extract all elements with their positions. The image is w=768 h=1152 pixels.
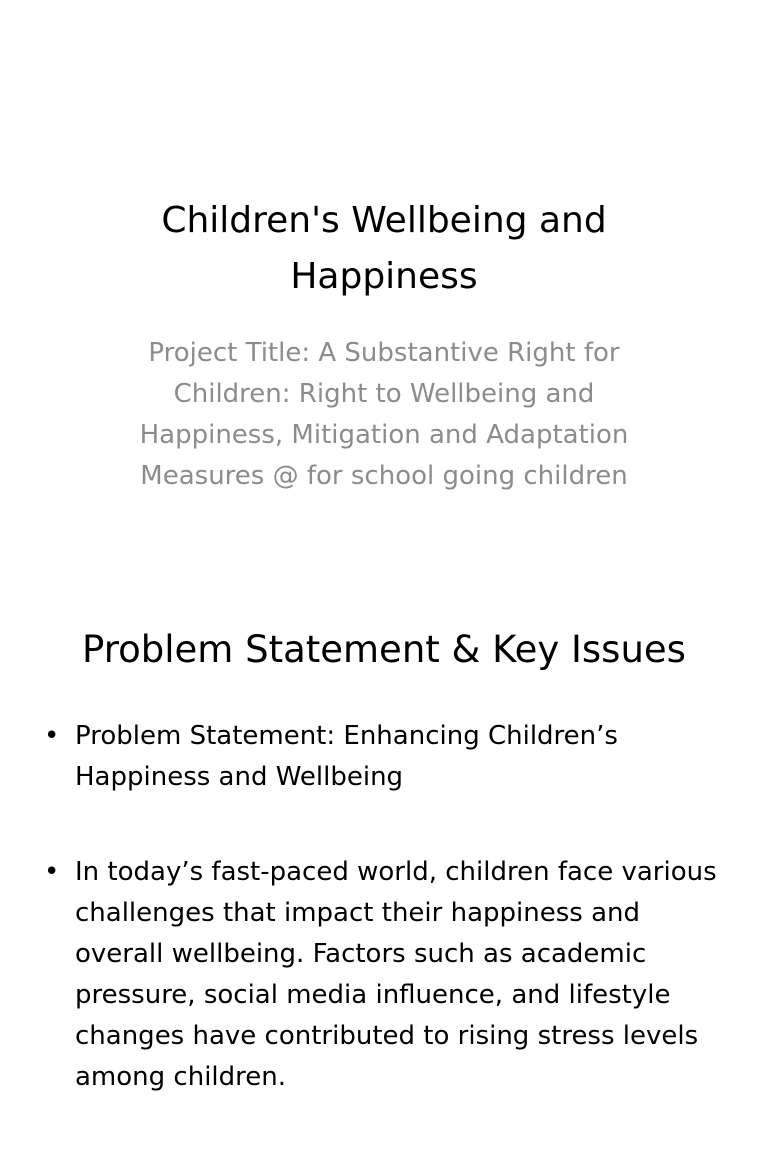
bullet-text: Problem Statement: Enhancing Children’s Happiness and Wellbeing bbox=[75, 721, 618, 792]
bullet-text: In today’s fast-paced world, children face various challenges that impact their happiness and overall wellbeing. Factors such as academic pressure, social media influence, and lifestyle changes have contributed to rising stress levels among children. bbox=[75, 857, 717, 1092]
slide-heading: Problem Statement & Key Issues bbox=[82, 628, 686, 671]
bullet-item bbox=[0, 852, 768, 1098]
slide-title: Children's Wellbeing and Happiness bbox=[161, 200, 607, 297]
bullet-list bbox=[0, 716, 768, 1152]
bullet-item bbox=[0, 716, 768, 798]
bullet-icon: • bbox=[44, 721, 60, 751]
bullet-icon: • bbox=[44, 857, 60, 887]
content-slide bbox=[0, 576, 768, 1092]
slide-subtitle: Project Title: A Substantive Right for Children: Right to Wellbeing and Happiness, Mitigation and Adaptation Measures @ for school going children bbox=[139, 338, 629, 491]
